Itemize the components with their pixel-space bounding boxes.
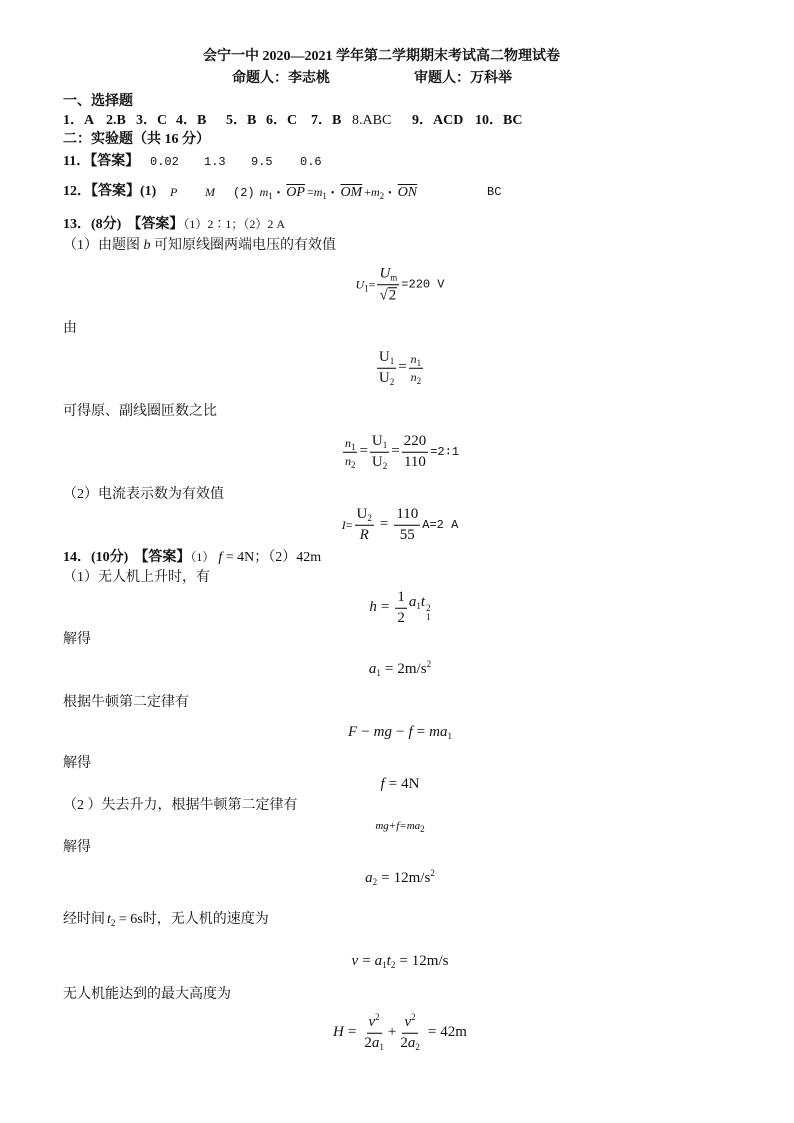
f12-b-den-coef: 2 [400,1034,408,1051]
section-heading-experiment: 二：实验题（共 16 分） [63,132,210,147]
f3-c-num: 220 [402,434,429,453]
q12-m1-b-sub: 1 [322,191,327,201]
answer-q14 [0,549,794,565]
q14-step6: 解得 [63,840,91,855]
f1-numerator [377,266,399,285]
q12-dot-3: • [388,188,392,199]
q13-step1-pre: （1）由题图 [63,238,144,253]
choice-answer-7: 7．B [311,113,342,128]
f1-equals: = [368,277,376,292]
f12-b-num [402,1011,417,1034]
q11-heading [63,154,139,170]
q14-line [63,549,321,566]
f12-b-den-var: a [407,1034,416,1051]
f3-fraction-a [343,435,358,470]
f11-rhs: 12m/s [411,953,449,970]
q12-dot-1: • [276,188,281,199]
q12-heading [63,184,156,200]
f10-rhs [393,868,435,887]
f6-rhs-sup: 2 [426,659,432,670]
choice-answer-5: 5．B [226,113,257,128]
f4-result: A=2 A [422,517,459,532]
q14-ans1-label: （1） [190,550,215,564]
q14-step7-sub: 2 [110,918,116,928]
f10-lhs-var: a [365,870,373,887]
choice-answer-10: 10．BC [475,113,523,128]
q12-vector-op: $\overline{OP}$ [286,185,305,200]
f1-result: =220 V [401,277,445,292]
q14-answer-label: 【答案】 [134,550,191,565]
f4-fraction-b [394,507,420,544]
f2-right-den-sub: 2 [416,375,422,386]
f3-fraction-c [402,434,429,471]
q12-part3-answer: BC [487,185,502,199]
f5-a: a [408,593,417,610]
q13-step1 [63,238,336,254]
f2-left-den-var: U [378,369,390,386]
q12-part2-equation [233,184,419,202]
q12-part1-label: (1) [140,184,157,199]
f5-den: 2 [397,609,405,626]
f3-a-num [343,437,358,453]
f2-right-num-sub: 1 [416,357,422,368]
q12-vector-om: $\overline{OM}$ [340,185,363,200]
q13-line [63,216,285,233]
f2-left-num-var: U [378,348,390,365]
f1-lhs-var: U [355,277,365,292]
f7-term-f: f [408,724,413,741]
q11-answer-label: 【答案】 [90,154,140,169]
q14-ans1-var: f [218,550,223,565]
choice-answer-1: 1．A [63,113,95,128]
f12-b-den-sub: 2 [415,1041,420,1052]
document-title: 会宁一中 2020—2021 学年第二学期期末考试高二物理试卷 [203,49,560,64]
q14-ans1-val: = 4N [222,550,255,565]
f11-lhs: v [351,953,359,970]
f2-left-den-sub: 2 [389,376,395,387]
f11-a: a [374,953,383,970]
f4-b-num: 110 [394,507,420,526]
f2-left-fraction [377,350,396,387]
f5-t-scripts [426,604,431,622]
formula-voltage-ratio [6,350,794,387]
f12-plus: + [387,1024,397,1041]
q12-part2-label: (2) [233,186,255,200]
f6-lhs-var: a [368,661,377,678]
f5-fraction [395,590,407,627]
f5-a-sub: 1 [416,600,421,611]
f3-result: =2∶1 [430,444,460,459]
f7-rhs [429,725,452,741]
sqrt-icon: √ [379,287,388,303]
f5-num: 1 [395,590,407,609]
f8-equals: = [388,776,398,793]
q12-vector-on: $\overline{ON}$ [397,185,418,200]
f3-b-den-sub: 2 [382,460,388,471]
formula-newton-up [6,725,794,741]
f2-left-den [377,369,396,387]
f4-a-num-sub: 2 [367,512,372,523]
q13-step4: （2）电流表示数为有效值 [63,487,224,502]
choice-answer-8: 8.ABC [352,113,392,128]
q12-dot-2: • [330,188,335,199]
q12-m1-b: m [313,185,323,199]
f4-fraction-a [355,507,374,544]
f2-left-num [377,350,396,369]
f11-a-sub: 1 [382,960,387,971]
f4-a-num [355,507,374,526]
q12-m1-a: m [259,185,269,199]
f10-rhs-sup: 2 [430,868,435,879]
f11-product [375,954,396,970]
f2-right-num [409,353,424,369]
f12-b-num-var: v [404,1013,412,1030]
f7-equals: = [416,724,426,741]
f3-c-den: 110 [403,453,426,470]
f1-num-var: U [379,265,391,282]
f7-rhs-sub: 1 [447,731,452,742]
formula-velocity [6,954,794,970]
f4-equals-2: = [379,516,389,533]
f1-radicand: 2 [388,287,397,303]
f4-lhs-var: I [341,517,346,532]
f10-rhs-val: 12m/s [393,870,431,887]
formula-voltage-rms [6,266,794,304]
f1-sqrt [380,287,398,304]
q12-answer-p: P [170,185,178,199]
f10-lhs-sub: 2 [372,877,378,888]
f4-a-den: R [359,526,369,543]
f12-a-den-coef: 2 [364,1034,372,1051]
f9-lhs-sub: 2 [420,824,425,835]
f1-lhs-sub: 1 [364,283,369,294]
f12-b-num-sup: 2 [411,1011,416,1022]
q12-m1-a-sub: 1 [268,191,273,201]
f12-a-num-sup: 2 [375,1011,380,1022]
q14-step1: （1）无人机上升时，有 [63,570,210,585]
q13-step1-post: 可知原线圈两端电压的有效值 [150,238,336,253]
q14-number: 14．(10分) [63,550,129,565]
f5-t-sup: 2 [426,602,431,613]
f2-equals: = [398,359,407,376]
formula-accel-down [6,868,794,888]
formula-drag [6,777,794,793]
choice-answer-6: 6．C [266,113,298,128]
formula-current [6,507,794,544]
q14-step7-var: t [107,912,111,927]
f3-a-den [343,453,358,468]
f5-t: t [420,593,426,610]
f2-right-fraction [409,351,424,386]
f3-b-den-var: U [371,453,383,470]
q13-step3: 可得原、副线圈匝数之比 [63,404,217,419]
q14-step2: 解得 [63,632,91,647]
f3-a-den-var: n [344,453,351,468]
f3-fraction-b [370,434,389,471]
formula-height [6,590,794,627]
f3-a-den-sub: 2 [350,459,356,470]
formula-turns-ratio [6,434,794,471]
f6-equals: = [384,661,394,678]
f11-t: t [386,953,391,970]
q11-value-2: 1.3 [204,155,226,169]
q13-answer-label: 【答案】 [127,217,184,232]
q11-value-3: 9.5 [251,155,273,169]
q14-step5: （2 ）失去升力，根据牛顿第二定律有 [63,798,298,813]
f3-b-den [370,453,389,471]
f3-b-num [370,434,389,453]
f12-a-num-var: v [368,1013,376,1030]
f7-term-mg: mg [373,724,393,741]
q14-step3: 根据牛顿第二定律有 [63,695,189,710]
f7-term-f-upper: F [348,724,358,741]
f7-minus-1: − [361,724,370,741]
f12-a-den-sub: 1 [379,1041,384,1052]
q14-step7 [63,912,269,928]
f11-equals-2: = [399,953,408,970]
f2-right-den [409,369,424,384]
q12-equals: = [306,185,314,199]
f10-equals: = [381,870,390,887]
f3-b-num-sub: 1 [382,439,388,450]
f11-t-sub: 2 [390,960,396,971]
q12-m2: m [371,185,380,199]
f12-fraction-a [362,1011,386,1052]
answer-q12 [0,184,794,200]
f12-a-num [367,1011,382,1034]
q13-step2: 由 [63,321,77,336]
f1-lhs [355,279,375,292]
f1-fraction [377,266,399,304]
f9-lhs: mg+f=ma [375,820,421,833]
q14-step8: 无人机能达到的最大高度为 [63,987,231,1002]
section-heading-choice: 一、选择题 [63,94,133,109]
f3-a-num-var: n [344,435,351,450]
choice-answers-row [0,113,794,129]
q12-m2-sub: 2 [379,191,385,201]
f8-rhs: 4N [401,776,420,793]
question-reviewer: 审题人：万科举 [414,71,512,86]
f4-equals-1: = [345,517,353,532]
f3-equals-1: = [359,443,368,460]
q14-step7-eq: = 6s [115,912,143,927]
q12-answer-m: M [205,185,215,199]
q14-ans2: ；（2）42m [254,550,322,565]
f6-rhs-val: 2m/s [397,661,427,678]
f6-lhs [369,662,381,678]
f5-lhs: h [369,599,377,616]
q12-answer-label: 【答案】 [91,184,140,199]
f7-minus-2: − [396,724,405,741]
q12-number: 12． [63,184,91,199]
f12-b-den [398,1034,422,1052]
f4-a-num-var: U [356,505,368,522]
q13-step1-var: b [143,238,151,253]
choice-answer-3: 3．C [136,113,168,128]
f2-left-num-sub: 1 [389,355,395,366]
q11-value-4: 0.6 [300,155,322,169]
q13-number: 13．(8分) [63,217,122,232]
f3-a-num-sub: 1 [350,441,356,452]
f2-right-den-var: n [410,369,417,384]
q11-number: 11． [63,154,91,169]
f1-denominator [378,285,400,304]
q14-step7-pre: 经时间 [63,912,105,927]
f12-lhs: H [333,1024,344,1041]
formula-accel-up [6,659,794,679]
formula-max-height [6,1011,794,1052]
q12-plus: + [364,185,371,199]
q11-value-1: 0.02 [150,155,179,169]
f5-t-sub: 1 [426,611,431,622]
f12-equals-1: = [347,1024,357,1041]
formula-newton-down [6,821,794,833]
f12-fraction-b [398,1011,422,1052]
f7-rhs-var: ma [429,724,448,741]
f5-equals: = [380,599,390,616]
f12-equals-2: = [427,1024,437,1041]
f6-lhs-sub: 1 [376,668,381,679]
answer-q11 [0,154,794,170]
f5-term [409,595,431,622]
q14-step7-post: 时，无人机的速度为 [142,912,269,927]
question-setter: 命题人：李志桃 [232,71,330,86]
f1-num-sub: m [390,272,398,283]
f4-lhs [342,519,353,532]
f4-b-den: 55 [399,526,415,543]
f3-equals-2: = [391,443,400,460]
q13-answer: （1）2∶1；（2）2 A [183,217,285,231]
f8-lhs: f [380,776,385,793]
answer-q13 [0,216,794,232]
q14-step4: 解得 [63,756,91,771]
f3-b-num-var: U [371,432,383,449]
f6-rhs [397,659,432,678]
f9-expr [375,821,424,833]
f2-right-num-var: n [410,351,417,366]
choice-answer-2: 2.B [106,113,126,128]
f12-rhs: 42m [440,1024,467,1041]
f12-a-den-var: a [371,1034,380,1051]
choice-answer-4: 4．B [176,113,207,128]
f10-lhs [365,871,377,887]
choice-answer-9: 9．ACD [412,113,464,128]
f12-a-den [362,1034,386,1052]
f11-equals-1: = [362,953,371,970]
